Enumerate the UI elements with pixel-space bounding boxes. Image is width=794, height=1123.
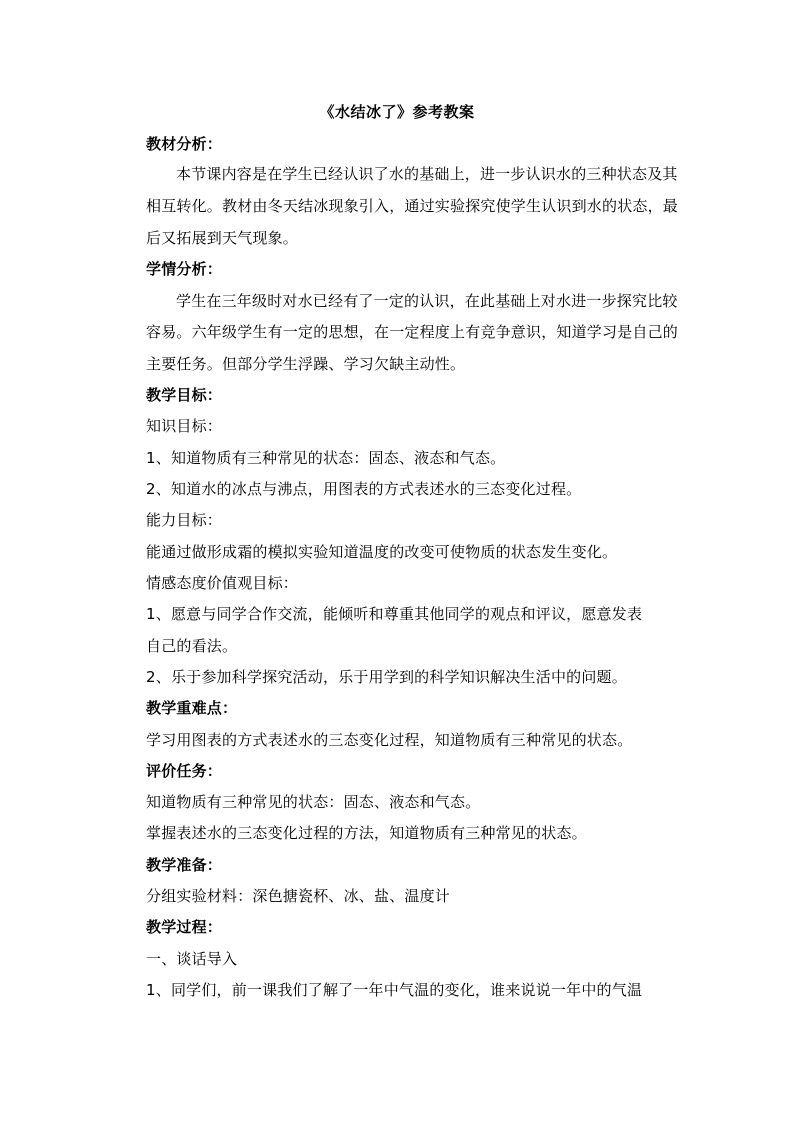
paragraph-line: 1、愿意与同学合作交流，能倾听和尊重其他同学的观点和评议，愿意发表 (146, 605, 643, 623)
paragraph-line: 1、同学们，前一课我们了解了一年中气温的变化，谁来说说一年中的气温 (146, 981, 643, 999)
section-heading: 教学过程： (146, 918, 223, 936)
paragraph-line: 能力目标： (146, 511, 223, 529)
section-heading: 评价任务： (146, 762, 223, 780)
paragraph-line: 能通过做形成霜的模拟实验知道温度的改变可使物质的状态发生变化。 (146, 543, 618, 561)
section-heading: 教材分析： (146, 135, 223, 153)
paragraph-line: 2、乐于参加科学探究活动，乐于用学到的科学知识解决生活中的问题。 (146, 668, 627, 686)
paragraph-line: 学生在三年级时对水已经有了一定的认识，在此基础上对水进一步探究比较 (176, 292, 678, 310)
paragraph-line: 情感态度价值观目标： (146, 574, 299, 592)
paragraph-line: 知识目标： (146, 417, 223, 435)
paragraph-line: 自己的看法。 (146, 637, 238, 655)
paragraph-line: 本节课内容是在学生已经认识了水的基础上，进一步认识水的三种状态及其 (176, 165, 678, 183)
paragraph-line: 相互转化。教材由冬天结冰现象引入，通过实验探究使学生认识到水的状态，最 (146, 197, 679, 215)
paragraph-line: 学习用图表的方式表述水的三态变化过程，知道物质有三种常见的状态。 (146, 731, 633, 749)
section-heading: 教学目标： (146, 386, 223, 404)
paragraph-line: 一、谈话导入 (146, 950, 238, 968)
paragraph-line: 后又拓展到天气现象。 (146, 229, 299, 247)
document-title: 《水结冰了》参考教案 (319, 103, 475, 121)
section-heading: 教学准备： (146, 856, 223, 874)
section-heading: 学情分析： (146, 260, 223, 278)
paragraph-line: 容易。六年级学生有一定的思想，在一定程度上有竞争意识，知道学习是自己的 (146, 323, 679, 341)
paragraph-line: 1、知道物质有三种常见的状态：固态、液态和气态。 (146, 449, 506, 467)
paragraph-line: 知道物质有三种常见的状态：固态、液态和气态。 (146, 793, 481, 811)
section-heading: 教学重难点： (146, 699, 238, 717)
paragraph-line: 分组实验材料：深色搪瓷杯、冰、盐、温度计 (146, 887, 451, 905)
paragraph-line: 掌握表述水的三态变化过程的方法，知道物质有三种常见的状态。 (146, 824, 587, 842)
paragraph-line: 主要任务。但部分学生浮躁、学习欠缺主动性。 (146, 355, 466, 373)
paragraph-line: 2、知道水的冰点与沸点，用图表的方式表述水的三态变化过程。 (146, 480, 582, 498)
